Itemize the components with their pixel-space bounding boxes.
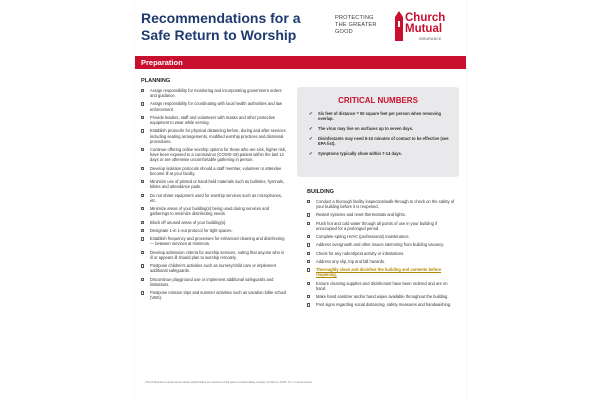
checklist-item	[307, 251, 457, 256]
checklist-text: Restart systems and reset thermostats and lights.	[316, 212, 406, 218]
checklist-item	[307, 302, 457, 307]
checkbox-icon[interactable]	[141, 89, 144, 92]
check-icon: ✔	[309, 136, 313, 141]
checklist-item	[141, 101, 287, 111]
checklist-text: Develop isolation protocols should a staff member, volunteer or attendee become ill at your facility.	[150, 165, 282, 176]
critical-number-text: Disinfectants may need 5-10 minutes of contact to be effective (see EPA list).	[318, 136, 449, 146]
checklist-item	[141, 179, 287, 189]
section-banner	[135, 56, 466, 69]
check-icon: ✔	[309, 126, 313, 131]
steeple-icon	[395, 11, 403, 41]
checklist-text: Discontinue playground use or implement additional safeguards and limitations.	[150, 276, 274, 287]
banner-label: Preparation	[141, 57, 183, 67]
checklist-text: Conduct a thorough facility inspection/walk-through to check on the safety of your building before it is reopened.	[316, 199, 455, 210]
checklist-text: Postpone mission trips and summer activities such as vacation bible school (VBS).	[150, 290, 287, 301]
checklist-item	[141, 250, 287, 260]
critical-numbers-list	[309, 111, 451, 161]
planning-heading: PLANNING	[141, 78, 171, 84]
checkbox-icon[interactable]	[141, 167, 144, 170]
checkbox-icon[interactable]	[141, 207, 144, 210]
checklist-item	[307, 199, 457, 209]
checklist-item	[141, 220, 287, 225]
checkbox-icon[interactable]	[307, 260, 310, 263]
checkbox-icon[interactable]	[307, 282, 310, 285]
critical-numbers-box	[297, 87, 459, 177]
critical-number-text: Symptoms typically show within 7-14 days.	[318, 151, 402, 156]
checkbox-icon[interactable]	[141, 251, 144, 254]
checklist-item	[307, 294, 457, 299]
checkbox-icon[interactable]	[307, 252, 310, 255]
check-icon: ✔	[309, 111, 313, 116]
critical-number-item	[309, 111, 451, 121]
checklist-text: Designate 1-in 1-out protocol for tight spaces.	[150, 227, 233, 233]
checklist-text: Establish frequency and processes for enhanced cleaning and disinfecting — between services at minimum.	[150, 236, 285, 247]
checklist-item	[141, 147, 287, 162]
brand-tagline	[335, 15, 395, 36]
check-icon: ✔	[309, 151, 313, 156]
checklist-text: Minimize areas of your building(s) being used during services and gatherings to minimize disinfecting needs.	[150, 206, 270, 217]
checkbox-icon[interactable]	[307, 268, 310, 271]
checkbox-icon[interactable]	[307, 303, 310, 306]
building-heading: BUILDING	[307, 189, 335, 195]
church-mutual-logo	[395, 11, 463, 43]
checklist-text: Check for any rodent/pest activity or infestations.	[316, 250, 405, 256]
checklist-item	[307, 281, 457, 291]
checklist-item	[141, 290, 287, 300]
checklist-text: Postpone children's activities such as nursery/child care or implement additional safeguards.	[150, 263, 276, 274]
checklist-item	[141, 166, 287, 176]
checklist-text: Block off unused areas of your building(s).	[150, 219, 227, 225]
checklist-item	[307, 212, 457, 217]
logo-word: Mutual	[405, 23, 443, 35]
critical-number-item	[309, 151, 451, 156]
checklist-text: Assign responsibility for monitoring and incorporating government orders and guidance.	[150, 88, 282, 99]
checklist-item	[307, 242, 457, 247]
checklist-item	[307, 234, 457, 239]
logo-wordmark	[405, 13, 445, 35]
tagline-line: GOOD	[335, 29, 353, 35]
checklist-item	[141, 128, 287, 143]
checkbox-icon[interactable]	[141, 264, 144, 267]
checkbox-icon[interactable]	[141, 221, 144, 224]
checkbox-icon[interactable]	[141, 102, 144, 105]
checklist-text: Make hand sanitizer and/or hand wipes available throughout the building.	[316, 293, 449, 299]
checklist-item	[307, 267, 457, 277]
checklist-item	[141, 115, 287, 125]
checklist-text: Address overgrowth and other issues stemming from building vacancy.	[316, 242, 445, 248]
checklist-text: Flush hot and cold water through all points of use in your building if unoccupied for a prolonged period.	[316, 220, 438, 231]
footer-disclaimer: Church Mutual is a stock insurer whose policyholders are members of the parent mutual holding company formed on 1/1/20. S.I. is a stock insurer.	[145, 381, 313, 384]
checklist-item	[307, 259, 457, 264]
checklist-text: Complete spring HVAC (professional) maintenance.	[316, 234, 410, 240]
checkbox-icon[interactable]	[141, 291, 144, 294]
checkbox-icon[interactable]	[141, 278, 144, 281]
critical-numbers-title: CRITICAL NUMBERS	[338, 96, 418, 105]
checklist-text: Continue offering online worship options for those who are sick, higher risk, have been exposed to a coronavirus (COVID-19) patient within the last 14 days or are otherwise uncomfortable gathering in person.	[150, 147, 287, 163]
tagline-line: PROTECTING	[335, 15, 374, 21]
checkbox-icon[interactable]	[141, 180, 144, 183]
checkbox-icon[interactable]	[307, 200, 310, 203]
checklist-text: Do not share equipment used for worship services such as microphones, etc.	[150, 192, 282, 203]
checklist-item	[141, 236, 287, 246]
page-title: Recommendations for a Safe Return to Worship	[141, 10, 301, 43]
critical-number-item	[309, 136, 451, 146]
logo-word: Church	[405, 12, 446, 24]
checklist-text: Develop admission criteria for worship services, noting that anyone who is ill or appears ill should plan to worship remotely.	[150, 249, 285, 260]
checkbox-icon[interactable]	[307, 235, 310, 238]
critical-number-item	[309, 126, 451, 131]
checkbox-icon[interactable]	[141, 229, 144, 232]
checklist-text: Assign responsibility for coordinating with local health authorities and law enforcement.	[150, 101, 282, 112]
checklist-item	[141, 277, 287, 287]
checklist-text: Thoroughly clean and disinfect the building and contents before reopening.	[316, 267, 442, 278]
critical-number-text: The virus may live on surfaces up to seven days.	[318, 126, 414, 131]
checklist-item	[141, 193, 287, 203]
checkbox-icon[interactable]	[141, 237, 144, 240]
checklist-item	[307, 221, 457, 231]
checklist-text: Address any slip, trip and fall hazards.	[316, 258, 386, 264]
checkbox-icon[interactable]	[141, 116, 144, 119]
checklist-item	[141, 88, 287, 98]
checkbox-icon[interactable]	[307, 213, 310, 216]
checklist-item	[141, 228, 287, 233]
checklist-text: Minimize use of printed or hand-held materials such as bulletins, hymnals, bibles and attendance pads.	[150, 179, 285, 190]
critical-number-text: Six feet of distance = 50 square feet per person when removing overlap.	[318, 111, 441, 121]
logo-subtitle: INSURANCE	[419, 37, 442, 41]
checklist-text: Establish protocols for physical distancing before, during and after services including seating arrangements, modified worship practices and dismissal procedures.	[150, 128, 286, 144]
checkbox-icon[interactable]	[141, 194, 144, 197]
checkbox-icon[interactable]	[307, 243, 310, 246]
document-page	[135, 0, 466, 400]
planning-checklist	[141, 88, 287, 304]
checklist-text: Post signs regarding social distancing, safety measures and handwashing.	[316, 302, 452, 308]
checkbox-icon[interactable]	[307, 222, 310, 225]
building-checklist	[307, 199, 457, 310]
checkbox-icon[interactable]	[141, 129, 144, 132]
checklist-item	[141, 263, 287, 273]
tagline-line: THE GREATER	[335, 22, 377, 28]
checkbox-icon[interactable]	[141, 148, 144, 151]
checkbox-icon[interactable]	[307, 295, 310, 298]
checklist-item	[141, 206, 287, 216]
checklist-text: Ensure cleaning supplies and disinfectant have been ordered and are on hand.	[316, 280, 448, 291]
checklist-text: Provide leaders, staff and volunteers with masks and other protective equipment to wear while serving.	[150, 114, 276, 126]
